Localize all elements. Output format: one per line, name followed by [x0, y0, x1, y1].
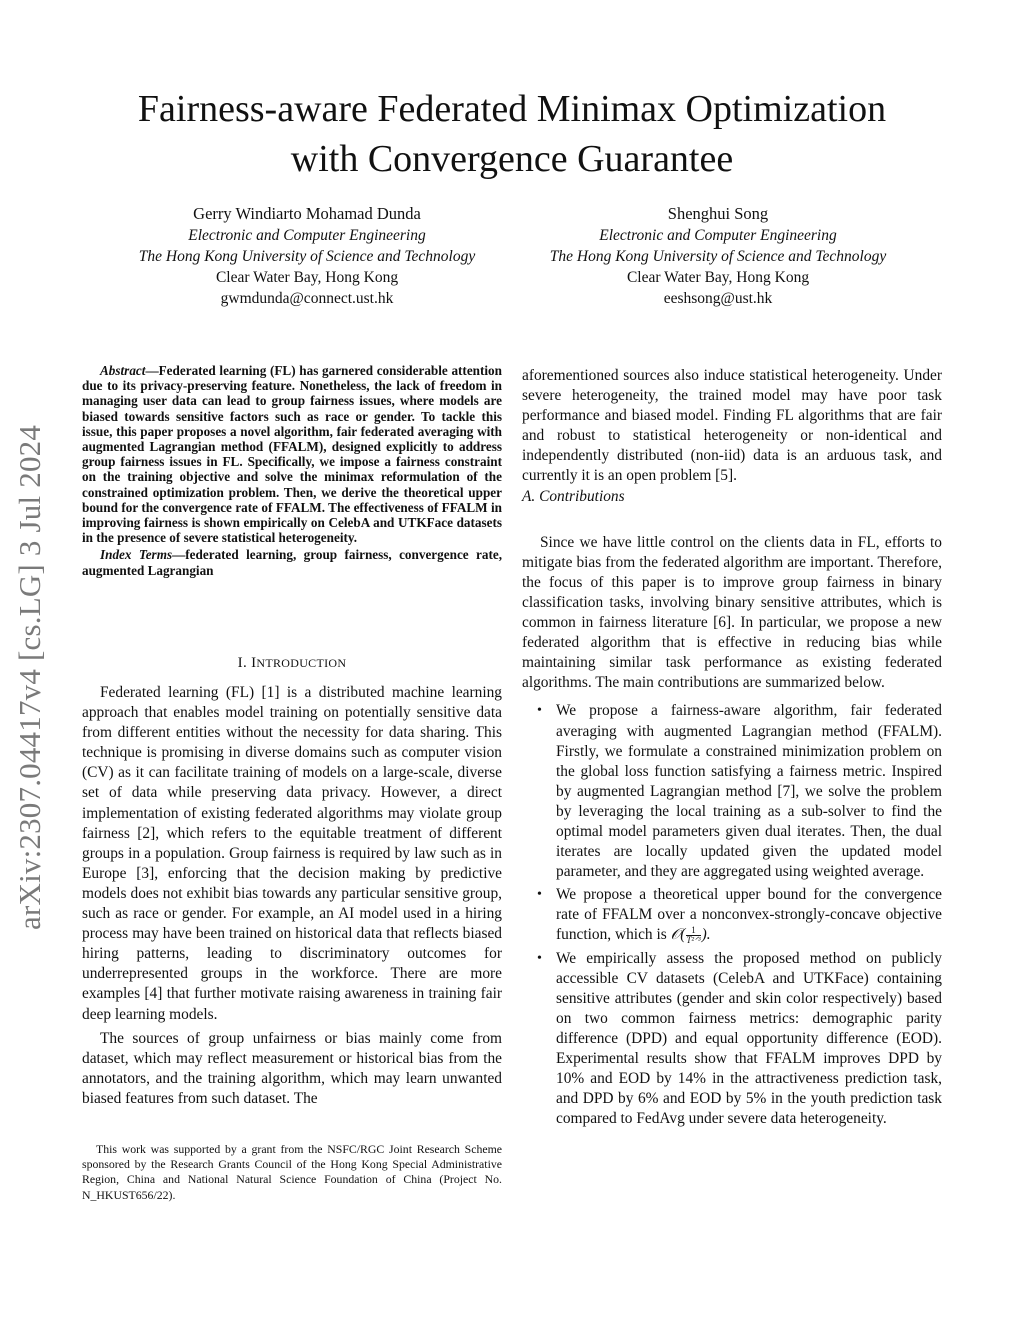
title-line-1: Fairness-aware Federated Minimax Optimization	[137, 88, 887, 130]
fraction-denominator: T²ᐟ³	[686, 935, 701, 946]
author-name: Gerry Windiarto Mohamad Dunda	[193, 204, 421, 223]
right-column	[522, 366, 942, 1132]
intro-paragraph-2: The sources of group unfairness or bias mainly come from dataset, which may reflect measurement or historical bias from the annotators, and the training algorithm, which may learn unwanted biased features from such dataset. The	[82, 1029, 502, 1107]
title-line-2: with Convergence Guarantee	[290, 138, 734, 180]
list-item	[522, 701, 942, 882]
intro-paragraph-2-continued: aforementioned sources also induce statistical heterogeneity. Under severe heterogeneity, the trained model may have poor task performance and biased model. Finding FL algorithms that are fair and robust to statistical heterogeneity or non-identical and independently distributed (non-iid) data is an arduous task, and currently it is an open problem [5].	[522, 367, 942, 485]
paper-title	[60, 84, 964, 184]
author-dept: Electronic and Computer Engineering	[188, 227, 426, 244]
section-heading-rest: NTRODUCTION	[256, 656, 347, 670]
big-o-close: ).	[701, 926, 711, 944]
abstract-text: —Federated learning (FL) has garnered considerable attention due to its privacy-preserving feature. Nonetheless, the lack of freedom in managing user data can lead to group fairness issues, where models are biased towards sensitive factors such as race or gender. To tackle this issue, this paper proposes a novel algorithm, fair federated averaging with augmented Lagrangian method (FFALM), designed explicitly to address group fairness issues in FL. Specifically, we impose a fairness constraint on the training objective and solve the minimax reformulation of the constrained optimization problem. Then, we derive the theoretical upper bound for the convergence rate of FFALM. The effectiveness of FFALM in improving fairness is shown empirically on CelebA and UTKFace datasets in the presence of severe statistical heterogeneity.	[82, 363, 502, 546]
arxiv-side-label: arXiv:2307.04417v4 [cs.LG] 3 Jul 2024	[12, 424, 47, 930]
bullet-icon: •	[537, 887, 542, 903]
author-address: Clear Water Bay, Hong Kong	[626, 269, 810, 286]
author-email: eeshsong@ust.hk	[663, 290, 773, 307]
author-block-1	[97, 203, 517, 309]
contribution-3: We empirically assess the proposed method on publicly accessible CV datasets (CelebA and UTKFace) containing sensitive attributes (gender and skin color respectively) based on two common fairness metrics: demographic parity difference (DPD) and equal opportunity difference (EOD). Experimental results show that FFALM improves DPD by 10% and EOD by 14% in the attractiveness prediction task, and DPD by 6% and EOD by 5% in the youth prediction task compared to FedAvg under severe data heterogeneity.	[556, 949, 942, 1128]
abstract	[82, 363, 502, 578]
author-address: Clear Water Bay, Hong Kong	[215, 269, 399, 286]
contribution-2: We propose a theoretical upper bound for the convergence rate of FFALM over a nonconvex-strongly-concave objective function, which is	[556, 886, 942, 944]
contributions-list	[522, 701, 942, 1129]
footnote-text: This work was supported by a grant from the NSFC/RGC Joint Research Scheme sponsored by the Research Grants Council of the Hong Kong Special Administrative Region, China and National Natural Science Foundation of China (Project No. N_HKUST656/22).	[82, 1142, 502, 1202]
bullet-icon: •	[537, 703, 542, 719]
author-univ: The Hong Kong University of Science and Technology	[549, 248, 887, 265]
bullet-icon: •	[537, 950, 542, 966]
list-item	[522, 885, 942, 945]
section-heading	[82, 655, 502, 672]
author-univ: The Hong Kong University of Science and Technology	[138, 248, 476, 265]
section-numeral: I.	[237, 655, 252, 671]
fraction-numerator: 1	[686, 926, 700, 936]
index-terms-label: Index Terms	[100, 547, 173, 563]
list-item	[522, 949, 942, 1130]
footnote	[82, 1142, 502, 1203]
intro-paragraph-1: Federated learning (FL) [1] is a distributed machine learning approach that enables model training on potentially sensitive data from different entities without the necessity for data sharing. This technique is promising in diverse domains such as computer vision (CV) as it can facilitate training of models on a large-scale, diverse set of data while preserving data privacy. However, a direct implementation of existing federated algorithms may violate group fairness [2], which refers to the equitable treatment of different groups in a population. Group fairness is required by law such as in Europe [3], enforcing that the decision making by predictive models does not exhibit bias towards any particular sensitive group, such as race or gender. For example, an AI model used in a hiring process may have been trained on historical data that reflects biased hiring patterns, leading to discriminatory outcomes for underrepresented groups in the workforce. There are more examples [4] that further motivate raising awareness in training fair deep learning models.	[82, 684, 502, 1023]
author-name: Shenghui Song	[667, 204, 769, 223]
author-email: gwmdunda@connect.ust.hk	[220, 290, 394, 307]
author-dept: Electronic and Computer Engineering	[599, 227, 837, 244]
contributions-paragraph: Since we have little control on the clients data in FL, efforts to mitigate bias from the federated algorithm are important. Therefore, the focus of this paper is to improve group fairness in binary classification tasks, involving binary sensitive attributes, which is common in fairness literature [6]. In particular, we propose a new federated algorithm that is effective in reducing bias while maintaining similar task performance as existing federated algorithms. The main contributions are summarized below.	[522, 533, 942, 692]
fraction	[686, 926, 700, 945]
abstract-label: Abstract	[100, 363, 146, 378]
author-block-2	[508, 203, 928, 309]
contribution-1: We propose a fairness-aware algorithm, fair federated averaging with augmented Lagrangian method (FFALM). Firstly, we formulate a constrained minimization problem on the global loss function satisfying a fairness metric. Inspired by augmented Lagrangian method [7], we solve the problem by leveraging the local training as a sub-solver to find the optimal model parameters given dual iterates. Then, the dual iterates are locally updated given the updated model parameter, and they are aggregated using weighted average.	[556, 702, 942, 881]
intro-body	[82, 683, 502, 1113]
section-heading-first: I	[251, 655, 257, 671]
big-o-open: 𝒪(	[670, 926, 686, 944]
subsection-heading: A. Contributions	[522, 487, 625, 505]
index-terms-text: —federated learning, group fairness, convergence rate, augmented Lagrangian	[82, 547, 502, 578]
